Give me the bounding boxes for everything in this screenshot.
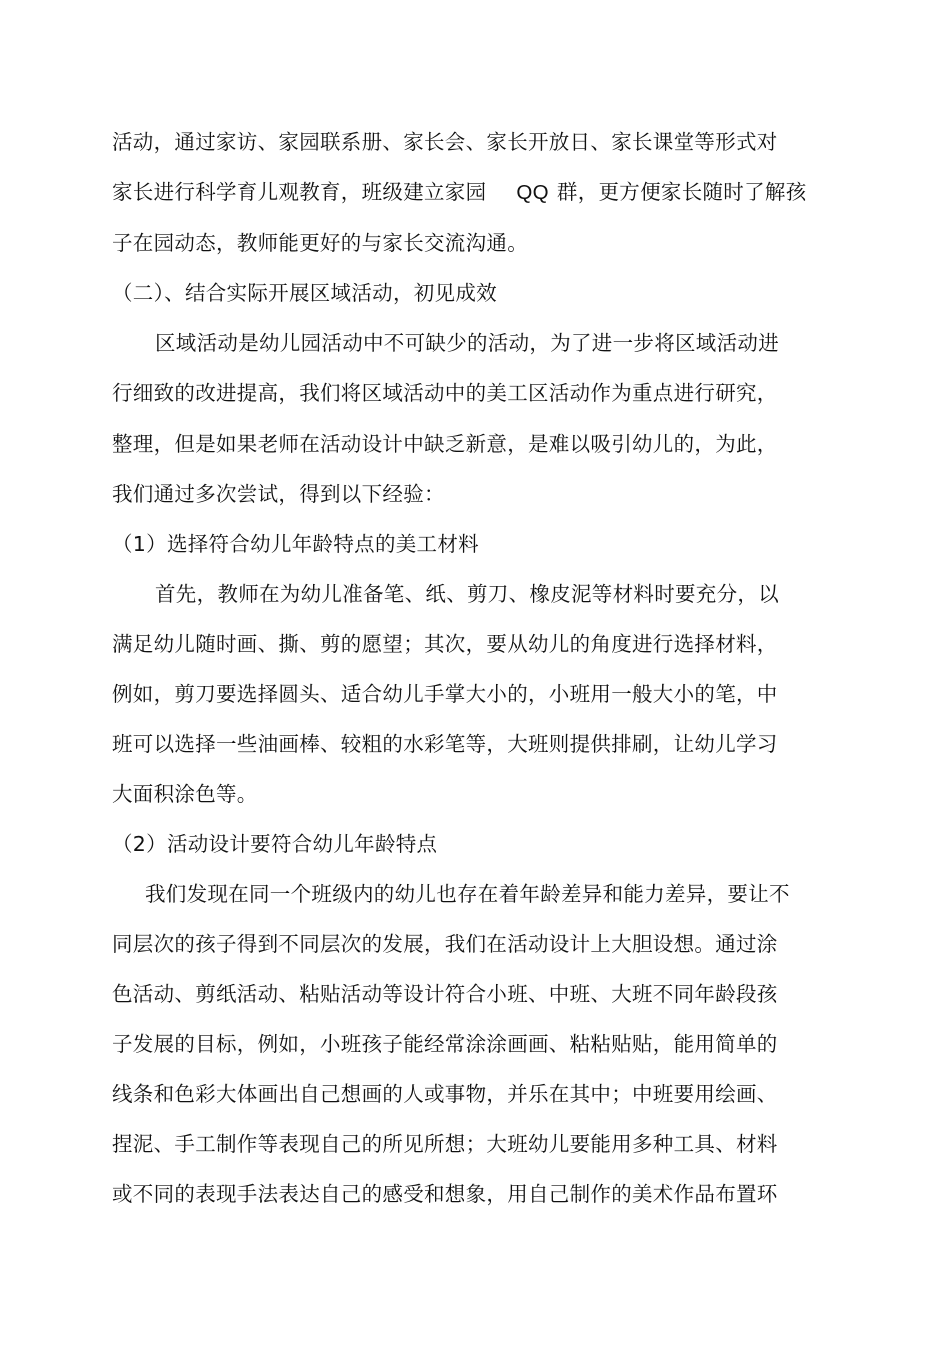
section-heading: （二）、结合实际开展区域活动，初见成效: [112, 281, 497, 305]
text-line: 整理，但是如果老师在活动设计中缺乏新意，是难以吸引幼儿的，为此，: [112, 432, 778, 456]
text-line: 我们发现在同一个班级内的幼儿也存在着年龄差异和能力差异，要让不: [145, 882, 790, 906]
text-line: 线条和色彩大体画出自己想画的人或事物，并乐在其中；中班要用绘画、: [112, 1082, 778, 1106]
text-line: 我们通过多次尝试，得到以下经验：: [112, 482, 445, 506]
text-line: 同层次的孩子得到不同层次的发展，我们在活动设计上大胆设想。通过涂: [112, 932, 778, 956]
text-line: 满足幼儿随时画、撕、剪的愿望；其次，要从幼儿的角度进行选择材料，: [112, 632, 778, 656]
text-line: 首先，教师在为幼儿准备笔、纸、剪刀、橡皮泥等材料时要充分，以: [155, 582, 779, 606]
text-line: 色活动、剪纸活动、粘贴活动等设计符合小班、中班、大班不同年龄段孩: [112, 982, 778, 1006]
text-line: 子在园动态，教师能更好的与家长交流沟通。: [112, 231, 528, 255]
text-line: 捏泥、手工制作等表现自己的所见所想；大班幼儿要能用多种工具、材料: [112, 1132, 778, 1156]
text-span: 群，更方便家长随时了解孩: [556, 180, 807, 204]
text-line: 区域活动是幼儿园活动中不可缺少的活动，为了进一步将区域活动进: [155, 331, 779, 355]
text-line: 例如，剪刀要选择圆头、适合幼儿手掌大小的，小班用一般大小的笔，中: [112, 682, 778, 706]
text-line: 班可以选择一些油画棒、较粗的水彩笔等，大班则提供排刷，让幼儿学习: [112, 732, 778, 756]
qq-text: QQ: [516, 181, 549, 204]
text-line: 大面积涂色等。: [112, 782, 258, 806]
text-line: 活动，通过家访、家园联系册、家长会、家长开放日、家长课堂等形式对: [112, 130, 778, 154]
text-line: 行细致的改进提高，我们将区域活动中的美工区活动作为重点进行研究，: [112, 381, 778, 405]
subsection-heading: （1）选择符合幼儿年龄特点的美工材料: [112, 532, 479, 556]
text-line: 子发展的目标，例如，小班孩子能经常涂涂画画、粘粘贴贴，能用简单的: [112, 1032, 778, 1056]
text-line: 或不同的表现手法表达自己的感受和想象，用自己制作的美术作品布置环: [112, 1182, 778, 1206]
text-line: [112, 178, 807, 207]
subsection-heading: （2）活动设计要符合幼儿年龄特点: [112, 832, 438, 856]
text-span: 家长进行科学育儿观教育，班级建立家园: [112, 180, 487, 204]
